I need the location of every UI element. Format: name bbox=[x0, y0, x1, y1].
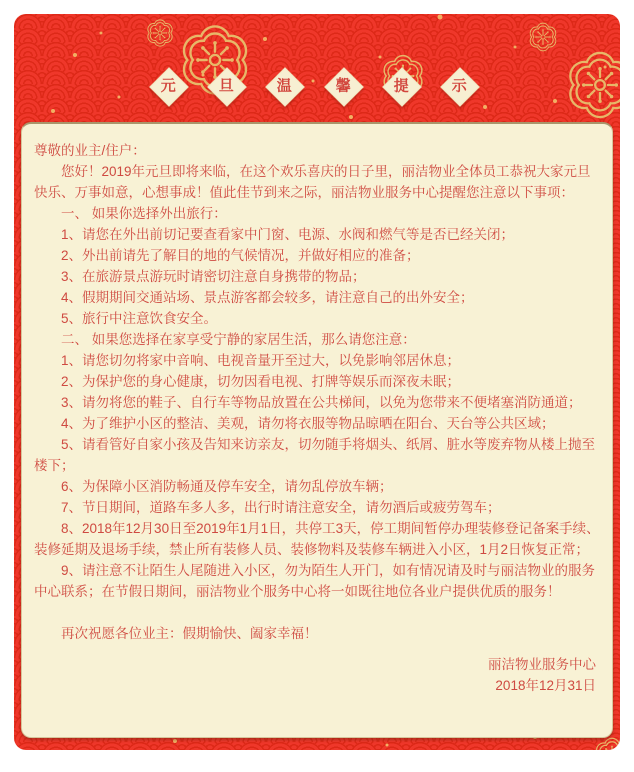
notice-intro: 您好！2019年元旦即将来临，在这个欢乐喜庆的日子里，丽洁物业全体员工恭祝大家元旦快乐、万事如意，心想事成！值此佳节到来之际，丽洁物业服务中心提醒您注意以下事项： bbox=[34, 164, 591, 200]
notice-item: 2、为保护您的身心健康，切勿因看电视、打牌等娱乐而深夜未眠； bbox=[61, 374, 461, 389]
notice-item: 5、请看管好自家小孩及告知来访亲友，切勿随手将烟头、纸屑、脏水等废弃物从楼上抛至楼下； bbox=[34, 437, 596, 473]
notice-item: 3、请勿将您的鞋子、自行车等物品放置在公共梯间，以免为您带来不便堵塞消防通道； bbox=[61, 395, 582, 410]
signature-block bbox=[34, 654, 600, 696]
notice-salutation: 尊敬的业主/住户： bbox=[34, 143, 146, 158]
notice-body bbox=[21, 122, 613, 738]
section-1-heading: 一、 如果你选择外出旅行： bbox=[61, 206, 227, 221]
notice-item: 6、为保障小区消防畅通及停车安全，请勿乱停放车辆； bbox=[61, 479, 393, 494]
notice-item: 1、请您切勿将家中音响、电视音量开至过大，以免影响邻居休息； bbox=[61, 353, 461, 368]
notice-item: 4、为了维护小区的整洁、美观，请勿将衣服等物品晾晒在阳台、天台等公共区域； bbox=[61, 416, 555, 431]
title-char: 元 bbox=[161, 78, 177, 95]
title-char: 馨 bbox=[336, 78, 352, 95]
banner-title bbox=[155, 74, 474, 100]
notice-closing: 再次祝愿各位业主：假期愉快、阖家幸福！ bbox=[61, 626, 318, 641]
notice-item: 8、2018年12月30日至2019年1月1日，共停工3天，停工期间暂停办理装修登记备案手续、装修延期及退场手续，禁止所有装修人员、装修物料及装修车辆进入小区，1月2日恢复正常； bbox=[34, 521, 600, 557]
notice-item: 4、假期期间交通站场、景点游客都会较多，请注意自己的出外安全； bbox=[61, 290, 474, 305]
notice-item: 1、请您在外出前切记要查看家中门窗、电源、水阀和燃气等是否已经关闭； bbox=[61, 227, 515, 242]
notice-item: 5、旅行中注意饮食安全。 bbox=[61, 311, 218, 326]
title-medallion bbox=[440, 67, 480, 107]
notice-item: 7、节日期间，道路车多人多，出行时请注意安全，请勿酒后或疲劳驾车； bbox=[61, 500, 501, 515]
notice-item: 3、在旅游景点游玩时请密切注意自身携带的物品； bbox=[61, 269, 366, 284]
gold-speckles bbox=[14, 14, 16, 16]
banner-frame bbox=[14, 14, 620, 750]
notice-signature: 丽洁物业服务中心 bbox=[488, 657, 596, 672]
section-2-heading: 二、 如果您选择在家享受宁静的家居生活，那么请您注意： bbox=[61, 332, 416, 347]
notice-item: 9、请注意不让陌生人尾随进入小区，勿为陌生人开门，如有情况请及时与丽洁物业的服务中心联系；在节假日期间，丽洁物业个服务中心将一如既往地位各业户提供优质的服务！ bbox=[34, 563, 596, 599]
title-char: 温 bbox=[277, 78, 293, 95]
plum-blossom-icon bbox=[556, 41, 620, 129]
title-char: 示 bbox=[452, 78, 468, 95]
notice-item: 2、外出前请先了解目的地的气候情况，并做好相应的准备； bbox=[61, 248, 420, 263]
title-medallion bbox=[324, 67, 364, 107]
title-char: 提 bbox=[394, 78, 410, 95]
notice-date: 2018年12月31日 bbox=[495, 678, 596, 693]
title-char: 旦 bbox=[219, 78, 235, 95]
title-medallion bbox=[266, 67, 306, 107]
